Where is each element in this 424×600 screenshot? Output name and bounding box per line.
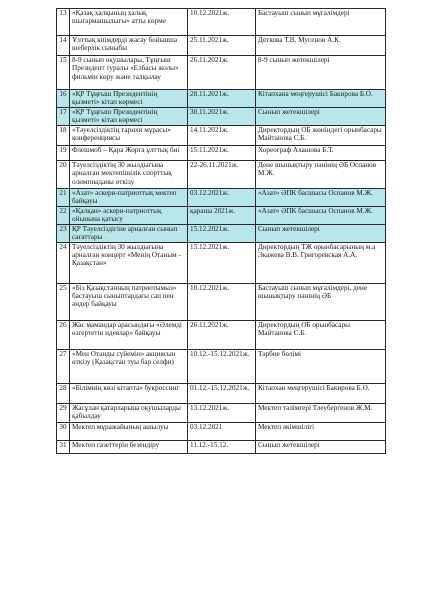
event-cell: Жасұлан қатарларына оқушыларды қабылдау (70, 403, 188, 422)
responsible-cell: Кітапхан меңгерушісі Бакирова Б.О. (256, 383, 386, 403)
event-cell: Тәуелсіздіктің 30 жылдығына арналған мектепішілік спорттық олимпиаданы өткізу (70, 161, 188, 189)
row-number-cell: 13 (57, 9, 70, 36)
event-cell: Мектеп газеттерін безендіру (70, 440, 188, 453)
date-cell: 22-26.11.2021ж. (188, 161, 256, 189)
row-number-cell: 21 (57, 189, 70, 207)
responsible-cell: Хореограф Ахашова Б.Т. (256, 146, 386, 161)
date-cell: 28.11.2021ж. (188, 90, 256, 108)
event-cell: Мектеп мұражайының ашылуы (70, 422, 188, 440)
table-row (57, 36, 386, 56)
event-cell: «Тәуелсіздіктің тарихи мұрасы» конференциясы (70, 126, 188, 146)
row-number-cell: 28 (57, 383, 70, 403)
event-cell: ҚР Тәуелсіздігіне арналған сынып сағаттары (70, 224, 188, 242)
responsible-cell: «Азат» ӘПК басшысы Оспанов М.Ж. (256, 206, 386, 224)
event-cell: Тәуелсіздіктің 30 жылдығына арналған концерт «Менің Отаным - Қазақстан» (70, 242, 188, 283)
table-row (57, 146, 386, 161)
date-cell: 26.11.2021ж. (188, 320, 256, 349)
responsible-cell: Бастауыш сынып мұғалімдері (256, 9, 386, 36)
table-row (57, 56, 386, 90)
table-row (57, 320, 386, 349)
row-number-cell: 15 (57, 56, 70, 90)
row-number-cell: 30 (57, 422, 70, 440)
date-cell: 25.11.2021ж. (188, 36, 256, 56)
row-number-cell: 16 (57, 90, 70, 108)
row-number-cell: 17 (57, 108, 70, 126)
date-cell: 26.11.2021ж. (188, 56, 256, 90)
date-cell: 10.12.2021ж. (188, 283, 256, 320)
responsible-cell: Сынып жетекшілері (256, 224, 386, 242)
row-number-cell: 19 (57, 146, 70, 161)
responsible-cell: Дене шынықтыру пәнінің ӘБ Оспанов М.Ж. (256, 161, 386, 189)
date-cell: 11.12.-15.12. (188, 440, 256, 453)
event-cell: «Мен Отанды сүйемін» акциясын өткізу (Қазақстан туы бар селфи) (70, 349, 188, 383)
date-cell: 13.12.2021ж. (188, 403, 256, 422)
date-cell: 30.11.2021ж. (188, 108, 256, 126)
event-cell: «Білімнің көзі кітапта» букроссинг (70, 383, 188, 403)
table-row (57, 283, 386, 320)
event-cell: «Азат» әскери-патриоттық мектеп байқауы (70, 189, 188, 207)
row-number-cell: 26 (57, 320, 70, 349)
event-cell: Жас мамандар арасындағы «Әлемді өзгертетін идеялар» байқауы (70, 320, 188, 349)
date-cell: 15.12.2021ж. (188, 224, 256, 242)
event-cell: 8-9 сынып оқушылары, Тұңғыш Президент туралы «Елбасы жолы» фильмін көру және талқылау (70, 56, 188, 90)
responsible-cell: Кітапхана меңгерушісі Бакирова Б.О. (256, 90, 386, 108)
event-cell: «Қалқан» әскери-патриоттық ойынына қатысу (70, 206, 188, 224)
responsible-cell: Директордың ОБ орынбасары Майтанова С.Б. (256, 320, 386, 349)
table-row (57, 349, 386, 383)
row-number-cell: 22 (57, 206, 70, 224)
table-row (57, 242, 386, 283)
table-row (57, 161, 386, 189)
date-cell: 03.12.2021 (188, 422, 256, 440)
responsible-cell: Сынып жетекшілері (256, 440, 386, 453)
table-row (57, 9, 386, 36)
table-row (57, 440, 386, 453)
responsible-cell: 8-9 сынып жетекшілері (256, 56, 386, 90)
date-cell: 01.12.-15.12.2021ж. (188, 383, 256, 403)
responsible-cell: Сынып жетекшілері (256, 108, 386, 126)
table-row (57, 383, 386, 403)
responsible-cell: Мектеп тәлімгері Тлеубергенов Ж.М. (256, 403, 386, 422)
table-row (57, 90, 386, 108)
row-number-cell: 18 (57, 126, 70, 146)
row-number-cell: 27 (57, 349, 70, 383)
event-cell: Ұлттық киімдерді жасау бойынша шеберлік сыныбы (70, 36, 188, 56)
responsible-cell: Директордың ТЖ орынбасарының м.а Экажева В.В. Григоревская А.А. (256, 242, 386, 283)
responsible-cell: Директордың ОБ жөніндегі орынбасары Майтанова С.Б. (256, 126, 386, 146)
date-cell: 03.12.2021ж. (188, 189, 256, 207)
responsible-cell: Деткова Т.В. Мусенов А.К. (256, 36, 386, 56)
events-table-body (57, 9, 386, 454)
event-cell: «ҚР Тұңғыш Президентінің қызметі» кітап көрмесі (70, 108, 188, 126)
row-number-cell: 20 (57, 161, 70, 189)
event-cell: «Біз Қазақстанның патриотымыз» бастауыш сыныптардағы сап пен әндер байқауы (70, 283, 188, 320)
table-row (57, 126, 386, 146)
date-cell: қараша 2021ж. (188, 206, 256, 224)
date-cell: 14.11.2021ж. (188, 126, 256, 146)
table-row (57, 422, 386, 440)
row-number-cell: 29 (57, 403, 70, 422)
date-cell: 15.12.2021ж. (188, 242, 256, 283)
row-number-cell: 25 (57, 283, 70, 320)
row-number-cell: 23 (57, 224, 70, 242)
date-cell: 10.12.-15.12.2021ж. (188, 349, 256, 383)
responsible-cell: Мектеп әкімшілігі (256, 422, 386, 440)
date-cell: 10.12.2021ж. (188, 9, 256, 36)
row-number-cell: 31 (57, 440, 70, 453)
event-cell: «ҚР Тұңғыш Президентінің қызметі» кітап көрмесі (70, 90, 188, 108)
responsible-cell: Тәрбие бөлімі (256, 349, 386, 383)
event-cell: Флешмоб – Қара Жорға ұлттық биі (70, 146, 188, 161)
responsible-cell: Бастауыш сынып мұғалімдері, дене шынықтыру пәнінің ӘБ (256, 283, 386, 320)
row-number-cell: 24 (57, 242, 70, 283)
responsible-cell: «Азат» ӘПК басшысы Оспанов М.Ж. (256, 189, 386, 207)
event-cell: «Қазақ халқының халық шығармашылығы» атты көрме (70, 9, 188, 36)
table-row (57, 189, 386, 207)
date-cell: 15.11.2021ж. (188, 146, 256, 161)
row-number-cell: 14 (57, 36, 70, 56)
table-row (57, 108, 386, 126)
table-row (57, 224, 386, 242)
table-row (57, 206, 386, 224)
table-row (57, 403, 386, 422)
events-plan-table (56, 8, 386, 454)
